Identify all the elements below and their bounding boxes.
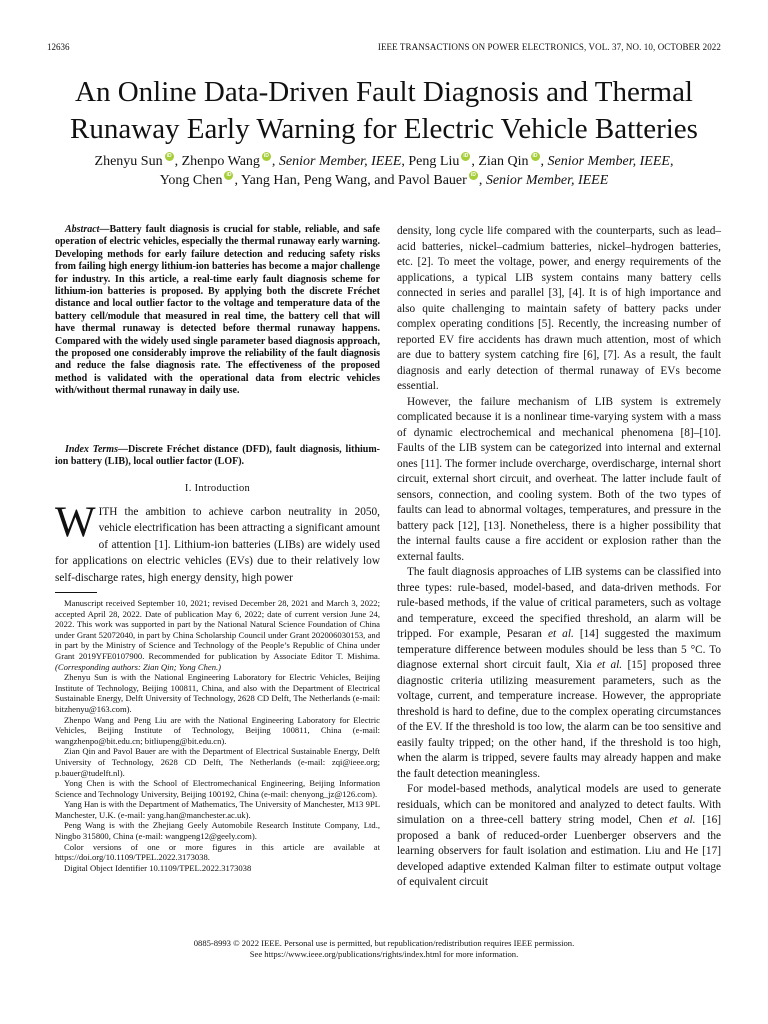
footnote-affiliation: Zian Qin and Pavol Bauer are with the Department of Electrical Sustainable Energy, Delft University of Technology, 2628 CD Delft, The Netherlands (e-mail: zqi@ieee.org; p.bauer@tudelft.nl). <box>55 746 380 778</box>
body-text-italic: et al. <box>596 659 623 671</box>
author-role: Senior Member, IEEE <box>547 154 670 169</box>
footnote-color-versions: Color versions of one or more figures in this article are available at https://doi.org/10.1109/TPEL.2022.3173038. <box>55 841 380 863</box>
footnote-affiliation: Zhenyu Sun is with the National Engineering Laboratory for Electric Vehicles, Beijing Institute of Technology, Beijing 100811, China, and also with the Department of Electrical Sustainable Energy, Delft University of Technology, 2628 CD Delft, The Netherlands (e-mail: bitzhenyu@163.com). <box>55 672 380 714</box>
author-name: Yang Han <box>240 173 297 188</box>
orcid-icon[interactable] <box>531 152 540 161</box>
footnote-text: Manuscript received September 10, 2021; revised December 28, 2021 and March 3, 2022; accepted April 28, 2022. Date of publication May 6, 2022; date of current version June 24, 2022. This work was supported in part by the National Natural Science Foundation of China under Grant 52072040, in part by China Scholarship Council under Grant 202006030153, and in part by the Ministry of Science and Technology of the People’s Republic of China under Grant 2019YFE0107900. Recommended for publication by Associate Editor T. Mishima. <box>55 598 380 661</box>
index-terms-lead: Index Terms— <box>65 444 128 455</box>
body-text: [14] suggested the maximum temperature difference between modules should be less than 5 °C. To diagnose external short circuit fault, Xia <box>397 628 722 671</box>
index-terms-text: Discrete Fréchet distance (DFD), fault diagnosis, lithium-ion battery (LIB), local outlier factor (LOF). <box>55 444 380 468</box>
body-paragraph <box>397 565 721 782</box>
orcid-icon[interactable] <box>461 152 470 161</box>
abstract-lead: Abstract— <box>65 224 110 235</box>
footnote-doi: Digital Object Identifier 10.1109/TPEL.2022.3173038 <box>64 862 252 873</box>
footnote-affiliation: Zhenpo Wang and Peng Liu are with the National Engineering Laboratory for Electric Vehicles, Beijing Institute of Technology, Beijing 100811, China (e-mail: wangzhenpo@bit.edu.cn; bitliupeng@bit.edu.cn). <box>55 714 380 746</box>
footnotes <box>55 598 380 873</box>
footnote-affiliation: Yang Han is with the Department of Mathematics, The University of Manchester, M13 9PL Manchester, U.K. (e-mail: yang.han@manchester.ac.uk). <box>55 799 380 820</box>
author-name: Peng Wang <box>303 173 368 188</box>
journal-header: IEEE TRANSACTIONS ON POWER ELECTRONICS, VOL. 37, NO. 10, OCTOBER 2022 <box>377 42 721 52</box>
abstract-text: Battery fault diagnosis is crucial for stable, reliable, and safe operation of electric vehicles, especially the thermal runaway early warning. Developing methods for early failure detection and reducing safety risks from failing high energy lithium-ion batteries has become a major challenge for industry. In this article, a real-time early fault diagnosis scheme for lithium-ion batteries is proposed. By applying both the discrete Fréchet distance and local outlier factor to the voltage and temperature data of the battery cell/module that measured in real time, the battery cell that will have thermal runaway is detected before thermal runaway happens. Compared with the widely used single parameter based diagnosis approach, the proposed one considerably improve the reliability of the fault diagnosis and reduce the false diagnosis rate. The effectiveness of the proposed method is validated with the operational data from electric vehicles with/without thermal runaway in daily use. <box>55 224 380 397</box>
orcid-icon[interactable] <box>165 152 174 161</box>
body-text-italic: et al. <box>669 814 696 826</box>
author-conjunction: and <box>374 173 395 188</box>
orcid-icon[interactable] <box>224 171 233 180</box>
author-name: Peng Liu <box>408 154 460 169</box>
rights-link-line: See https://www.ieee.org/publications/rights/index.html for more information. <box>249 949 519 959</box>
orcid-icon[interactable] <box>262 152 271 161</box>
footnote-affiliation: Peng Wang is with the Zhejiang Geely Automobile Research Institute Company, Ltd., Ningbo 315800, China (e-mail: wangpeng12@geely.com). <box>55 820 380 842</box>
abstract <box>55 224 380 398</box>
author-name: Yong Chen <box>159 173 223 188</box>
footnote-manuscript <box>55 598 380 672</box>
title-line-2: Runaway Early Warning for Electric Vehicle Batteries <box>70 113 698 145</box>
corresponding-authors: (Corresponding authors: Zian Qin; Yong Chen.) <box>55 661 221 672</box>
body-text-italic: et al. <box>547 628 574 640</box>
copyright-footer <box>60 938 708 960</box>
body-text: [15] proposed three diagnostic criteria utilizing measurement parameters, such as the voltage, current, and temperature increase. However, the appropriate threshold is hard to define, due to the complex operating circumstances of the EV. If the threshold is too low, the alarm can be too sensitive and easily faulty tripped; on the other hand, if the threshold is too high, when the alarm is tripped, severe faults may already happen and make the fault detection meaningless. <box>397 659 721 780</box>
author-role: Senior Member, IEEE <box>278 154 402 169</box>
paper-title <box>40 74 728 148</box>
body-text: The fault diagnosis approaches of LIB systems can be classified into three types: rule-based, model-based, and data-driven methods. For rule-based methods, if the value of critical parameters, such as voltage and temperature, exceed the specified threshold, an alarm will be tripped. For example, Pesaran <box>397 566 721 640</box>
footnote-divider <box>55 592 97 593</box>
author-role: Senior Member, IEEE <box>485 173 609 188</box>
introduction-text: ITH the ambition to achieve carbon neutrality in 2050, vehicle electrification has been attracting a significant amount of attention [1]. Lithium-ion batteries (LIBs) are widely used for applications on electric vehicles (EVs) due to their relatively low self-discharge rates, high energy density, high power <box>55 506 380 584</box>
index-terms <box>55 444 380 469</box>
author-list: Zhenyu SuniD , Zhenpo WangiD , Senior Member, IEEE, Peng LiuiD , Zian QiniD , Senior Member, IEEE, Yong CheniD , Yang Han, Peng Wang, and Pavol BaueriD , Senior Member, IEEE <box>60 152 708 190</box>
right-column-body <box>397 224 721 891</box>
section-heading: I. Introduction <box>184 483 251 494</box>
body-text: For model-based methods, analytical models are used to generate residuals, which can be monitored and analyzed to detect faults. With simulation on a three-cell battery string model, Chen <box>397 783 721 826</box>
body-paragraph <box>397 782 721 891</box>
author-name: Zhenpo Wang <box>181 154 260 169</box>
body-text: [16] proposed a bank of reduced-order Luenberger observers and the learning observers for fault isolation and estimation. Liu and He [17] developed adaptive extended Kalman filter to estimate output voltage of equivalent circuit <box>397 814 722 888</box>
author-name: Pavol Bauer <box>397 173 467 188</box>
copyright-line: 0885-8993 © 2022 IEEE. Personal use is permitted, but republication/redistribution requires IEEE permission. <box>193 938 575 948</box>
author-name: Zian Qin <box>478 154 529 169</box>
introduction-paragraph <box>55 499 380 586</box>
footnote-affiliation: Yong Chen is with the School of Electromechanical Engineering, Beijing Information Science and Technology University, Beijing 100192, China (e-mail: chenyong_jz@126.com). <box>55 778 380 799</box>
orcid-icon[interactable] <box>469 171 478 180</box>
body-paragraph: density, long cycle life compared with the counterparts, such as lead–acid batteries, nickel–cadmium batteries, nickel–hydrogen batteries, etc. [2]. To meet the voltage, power, and energy requirements of the applications, a typical LIB system contains many battery cells connected in series and parallel [3], [4]. It is of high importance and also quite challenging to maintain safety of battery packs under complex operating conditions [5]. Recently, the increasing number of reported EV fire accidents has drawn much attention, most of which are due to battery system catching fire [6], [7]. As a result, the fault diagnosis and early detection of thermal runaway of EVs become essential. <box>397 225 721 392</box>
page-number: 12636 <box>47 42 70 52</box>
author-name: Zhenyu Sun <box>94 154 163 169</box>
body-paragraph: However, the failure mechanism of LIB system is extremely complicated because it is a nonlinear time-varying system with a mass of dynamic electrochemical and mechanical phenomena [8]–[10]. Faults of the LIB system can be categorized into internal and external ones [11]. The former include overcharge, overdischarge, internal short circuit, external short circuit, and overheat. The latter include fault of sensors, connection, and cooling system. Both of the two types of faults can lead to abnormal voltages, temperatures, and pressure in the battery pack [12], [13]. Nonetheless, there is a higher possibility that the internal faults cause a fire accident or explosion rather than the external faults. <box>397 395 721 563</box>
title-line-1: An Online Data-Driven Fault Diagnosis and Thermal <box>75 76 693 108</box>
drop-cap: W <box>55 499 96 546</box>
